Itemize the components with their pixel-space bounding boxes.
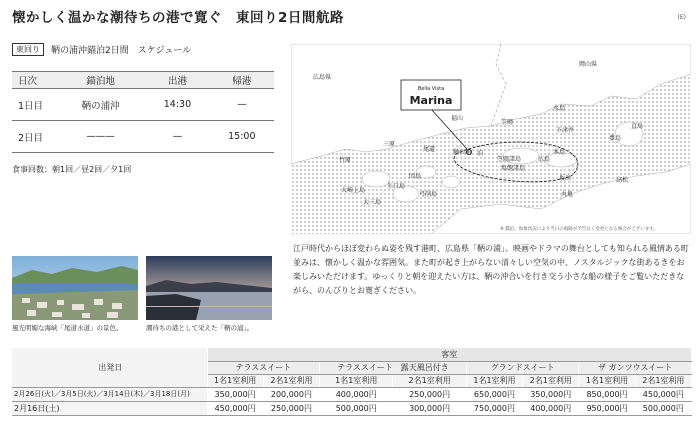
room-type-header: テラススイート xyxy=(207,361,320,374)
room-type-header: ザ ガンツウスイート xyxy=(579,361,692,374)
schedule-cell: — xyxy=(145,121,209,153)
table-row xyxy=(12,121,274,153)
island xyxy=(362,171,390,187)
price-cell: 500,000円 xyxy=(320,401,393,415)
price-cell: 350,000円 xyxy=(207,387,263,401)
page-code: (E) xyxy=(677,14,686,21)
page-title: 懐かしく温かな潮待ちの港で寛ぐ 東回り2日間航路 xyxy=(12,10,344,26)
price-cell: 300,000円 xyxy=(393,401,466,415)
schedule-header-row xyxy=(12,72,274,89)
departure-dates: 2月26日(火)／3月5日(火)／3月14日(木)／3月18日(月) xyxy=(12,387,207,401)
occupancy-header: 1名1室利用 xyxy=(320,374,393,387)
price-cell: 750,000円 xyxy=(466,401,522,415)
schedule-cell: 鞆の浦沖 xyxy=(56,89,145,121)
label-hiroshima: 広島県 xyxy=(313,74,332,81)
schedule-header-cell: 帰港 xyxy=(210,72,274,89)
photo-tomonoura-image xyxy=(146,256,272,320)
label-shiwaku-islands: 塩飽諸島 xyxy=(501,165,526,172)
schedule-header-cell: 日次 xyxy=(12,72,56,89)
schedule-cell: — xyxy=(210,89,274,121)
route-description: 江戸時代からほぼ変わらぬ姿を残す港町、広島県「鞆の浦」。映画やドラマの舞台としても知られる風情ある町並みは、懐かしく温かな雰囲気。また町が起き上がらない清々しい空気の中、ノスタルジックな街あるきをお楽しみいただけます。ゆっくりと朝を迎えたい方は、鞆の沖合いを行き交う小さな船の様子をご覧いただきながら、のんびりとお寛ぎください。 xyxy=(293,244,689,295)
label-tomo: 泊 xyxy=(477,150,484,157)
photo-caption: 潮待ちの港として栄えた「鞆の浦」。 xyxy=(146,324,254,332)
route-badge: 東回り xyxy=(12,43,44,56)
schedule-subtitle: 鞆の浦沖錨泊2日間 スケジュール xyxy=(51,46,192,56)
occupancy-header: 1名1室利用 xyxy=(207,374,263,387)
label-osaki: 大三島 xyxy=(363,199,382,206)
price-cell: 850,000円 xyxy=(579,387,635,401)
meal-count: 食事回数：朝1回／昼2回／夕1回 xyxy=(12,165,132,174)
marina-logo-large: Marina xyxy=(409,94,453,107)
price-cell: 450,000円 xyxy=(207,401,263,415)
price-cell: 350,000円 xyxy=(523,387,579,401)
price-cell: 500,000円 xyxy=(635,401,691,415)
label-mihara: 三原 xyxy=(383,141,396,148)
price-cell: 450,000円 xyxy=(635,387,691,401)
schedule-cell: 14:30 xyxy=(145,89,209,121)
label-naoshima: 直島 xyxy=(631,123,644,130)
price-header-row xyxy=(12,348,692,361)
label-shimotsui: 下津井 xyxy=(556,127,575,134)
island xyxy=(442,176,460,188)
schedule-header-cell: 出港 xyxy=(145,72,209,89)
price-cell: 650,000円 xyxy=(466,387,522,401)
label-sakaide: 坂出 xyxy=(559,175,572,182)
occupancy-header: 2名1室利用 xyxy=(635,374,691,387)
table-row xyxy=(12,89,274,121)
map-note: ※ 錨泊。海象状況により当日の航路が予告なく変更となる場合がございます。 xyxy=(500,227,658,232)
occupancy-header: 2名1室利用 xyxy=(523,374,579,387)
occupancy-header: 2名1室利用 xyxy=(263,374,319,387)
room-type-header: テラススイート 露天風呂付き xyxy=(320,361,467,374)
label-kasaoka: 笠岡 xyxy=(501,119,514,126)
photo-onomichi-image xyxy=(12,256,138,320)
price-cell: 250,000円 xyxy=(393,387,466,401)
photo-tomonoura xyxy=(146,256,272,320)
room-group-header: 客室 xyxy=(207,348,692,361)
schedule-subtitle-row xyxy=(12,43,191,56)
price-cell: 400,000円 xyxy=(523,401,579,415)
occupancy-header: 2名1室利用 xyxy=(393,374,466,387)
occupancy-header: 1名1室利用 xyxy=(466,374,522,387)
price-cell: 200,000円 xyxy=(263,387,319,401)
price-cell: 400,000円 xyxy=(320,387,393,401)
occupancy-header: 1名1室利用 xyxy=(579,374,635,387)
label-onomichi: 尾道 xyxy=(423,146,436,153)
schedule-table xyxy=(12,71,274,153)
table-row xyxy=(12,401,692,415)
departure-date-header: 出発日 xyxy=(12,348,207,387)
label-okayama: 岡山県 xyxy=(579,61,598,68)
label-shodoshima: 豊島 xyxy=(609,135,622,142)
price-cell: 250,000円 xyxy=(263,401,319,415)
schedule-cell: ——— xyxy=(56,121,145,153)
label-ikuchijima: 生口島 xyxy=(387,183,406,190)
schedule-header-cell: 錨泊地 xyxy=(56,72,145,89)
label-kasaoka-islands: 笠岡諸島 xyxy=(497,156,522,163)
label-fukuyama: 福山 xyxy=(451,115,464,122)
table-row xyxy=(12,387,692,401)
label-honjima: 本島 xyxy=(553,149,566,156)
photo-onomichi xyxy=(12,256,138,320)
label-yuge: 弓削島 xyxy=(419,191,438,198)
route-map xyxy=(291,44,691,234)
label-innoshima: 因島 xyxy=(409,173,422,180)
marina-logo-small: Bella Vista xyxy=(417,86,445,92)
price-cell: 950,000円 xyxy=(579,401,635,415)
label-takeshara: 竹原 xyxy=(339,157,352,164)
label-takamatsu: 高松 xyxy=(616,177,629,184)
room-type-header: グランドスイート xyxy=(466,361,579,374)
departure-dates: 2月16日(土) xyxy=(12,401,207,415)
schedule-cell: 1日目 xyxy=(12,89,56,121)
label-tomonoura: 鞆の浦 xyxy=(453,149,472,156)
label-hiroshima-island: 広島 xyxy=(538,156,551,163)
label-omishima: 大崎上島 xyxy=(341,187,366,194)
price-table xyxy=(12,348,692,416)
label-marugame: 丸亀 xyxy=(561,191,574,198)
label-mizushima: 水島 xyxy=(553,105,566,112)
schedule-cell: 15:00 xyxy=(210,121,274,153)
schedule-cell: 2日目 xyxy=(12,121,56,153)
photo-caption: 風光明媚な海峡「尾道水道」の景色。 xyxy=(12,324,123,332)
